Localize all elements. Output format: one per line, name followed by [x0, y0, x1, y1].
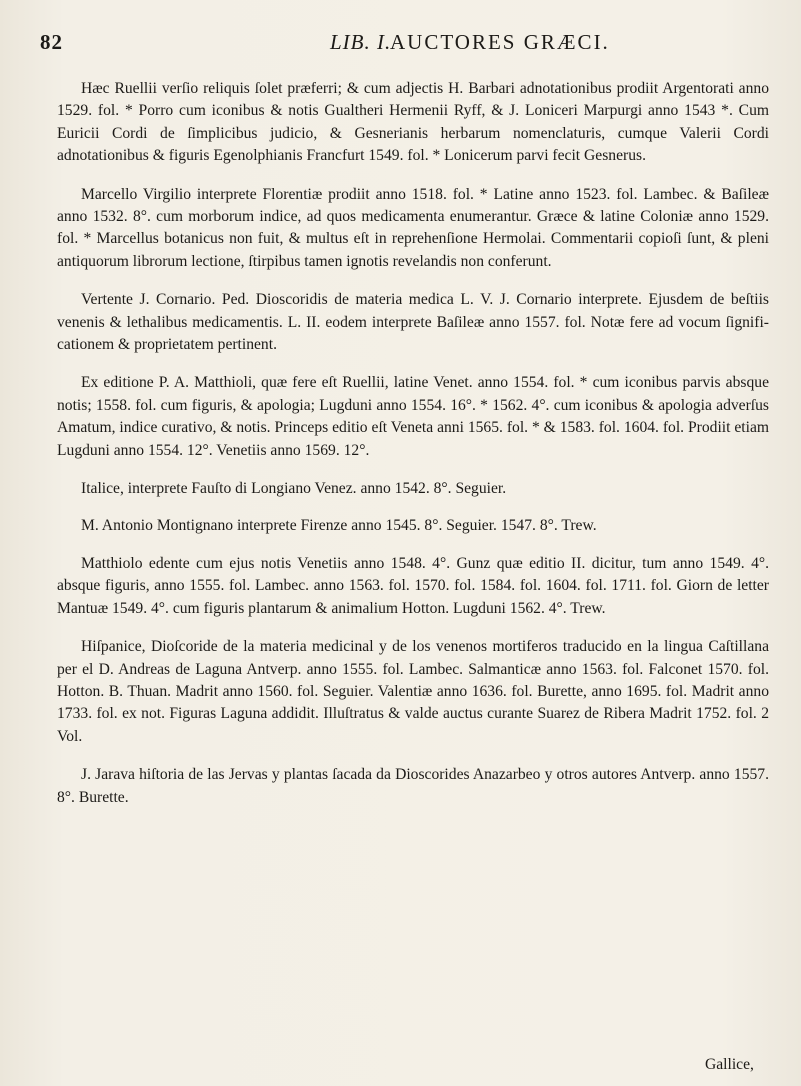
paragraph-ruellius: Hæc Ruellii verſio reliquis ſolet præferri; & cum adjectis H. Barbari adnotationibus prodiit Argentorati anno 1529. fol. * Porro cum iconibus & notis Gualtheri Hermenii Ryff, & J. Loniceri Marpurgi anno 1543 *. Cum Euricii Cordi de ſimplicibus judicio, & Gesnerianis herbarum nomenclaturis, cumque Valerii Cordi adnotationibus & figuris Egenolphianis Francfurt 1549. fol. * Lonicerum parvi fecit Gesnerus. [57, 80, 769, 165]
paragraph-cornario: Vertente J. Cornario. Ped. Dioscoridis de materia medica L. V. J. Cornario interprete. Ejusdem de beſtiis venenis & lethalibus medicamentis. L. II. eodem interprete Baſileæ anno 1557. fol. Notæ fere ad vocum ſignificationem & proprietatem pertinent. [57, 291, 769, 354]
running-head [40, 30, 761, 64]
paragraph-virgilio: Marcello Virgilio interprete Florentiæ prodiit anno 1518. fol. * Latine anno 1523. fol. Lambec. & Baſileæ anno 1532. 8°. cum morborum indice, ad quos medicamenta enumerantur. Græce & latine Coloniæ anno 1529. fol. * Marcellus botanicus non fuit, & multus eſt in reprehenſione Hermolai. Commentarii copioſi ſunt, & pleni antiquorum librorum lectione, ſtirpibus tamen ignotis revelandis non conferunt. [57, 185, 769, 270]
running-title-section: AUCTORES GRÆCI. [390, 30, 610, 54]
paragraph-italice: Italice, interprete Fauſto di Longiano Venez. anno 1542. 8°. Seguier. [81, 480, 507, 498]
catchword: Gallice, [705, 1056, 754, 1073]
paragraph-hispanice: Hiſpanice, Dioſcoride de la materia medicinal y de los venenos mortiferos traducido en la lingua Caſtillana per el D. Andreas de Laguna Antverp. anno 1555. fol. Lambec. Salmanticæ anno 1563. fol. Falconet 1570. fol. Hotton. B. Thuan. Madrit anno 1560. fol. Seguier. Valentiæ anno 1636. fol. Burette, anno 1695. fol. Madrit anno 1733. fol. ex not. Figuras Laguna addidit. Illuſtratus & valde auctus curante Suarez de Ribera Madrit 1752. fol. 2 Vol. [57, 638, 769, 745]
paragraph-matthiolo-edente: Matthiolo edente cum ejus notis Venetiis anno 1548. 4°. Gunz quæ editio II. dicitur, tum anno 1549. 4°. absque figuris, anno 1555. fol. Lambec. anno 1563. fol. 1570. fol. 1584. fol. 1604. fol. 1711. fol. Giorn de letter Mantuæ 1549. 4°. cum figuris plantarum & animalium Hotton. Lugduni 1562. 4°. Trew. [57, 554, 769, 617]
paragraph-jarava: J. Jarava hiſtoria de las Jervas y plantas ſacada da Dioscorides Anazarbeo y otros autores Antverp. anno 1557. 8°. Burette. [57, 766, 769, 806]
paragraph-montignano: M. Antonio Montignano interprete Firenze anno 1545. 8°. Seguier. 1547. 8°. Trew. [81, 516, 597, 534]
body-text [57, 78, 769, 825]
paragraph-matthioli: Ex editione P. A. Matthioli, quæ fere eſt Ruellii, latine Venet. anno 1554. fol. * cum iconibus parvis absque notis; 1558. fol. cum figuris, & apologia; Lugduni anno 1554. 16°. * 1562. 4°. cum iconibus & apologia adverſus Amatum, indice curativo, & notis. Princeps editio eſt Veneta anni 1565. fol. * & 1583. fol. 1604. fol. Prodiit etiam Lugduni anno 1554. 12°. Venetiis anno 1569. 12°. [57, 374, 769, 459]
running-title-book: LIB. I. [330, 30, 392, 54]
page-number: 82 [40, 30, 63, 54]
